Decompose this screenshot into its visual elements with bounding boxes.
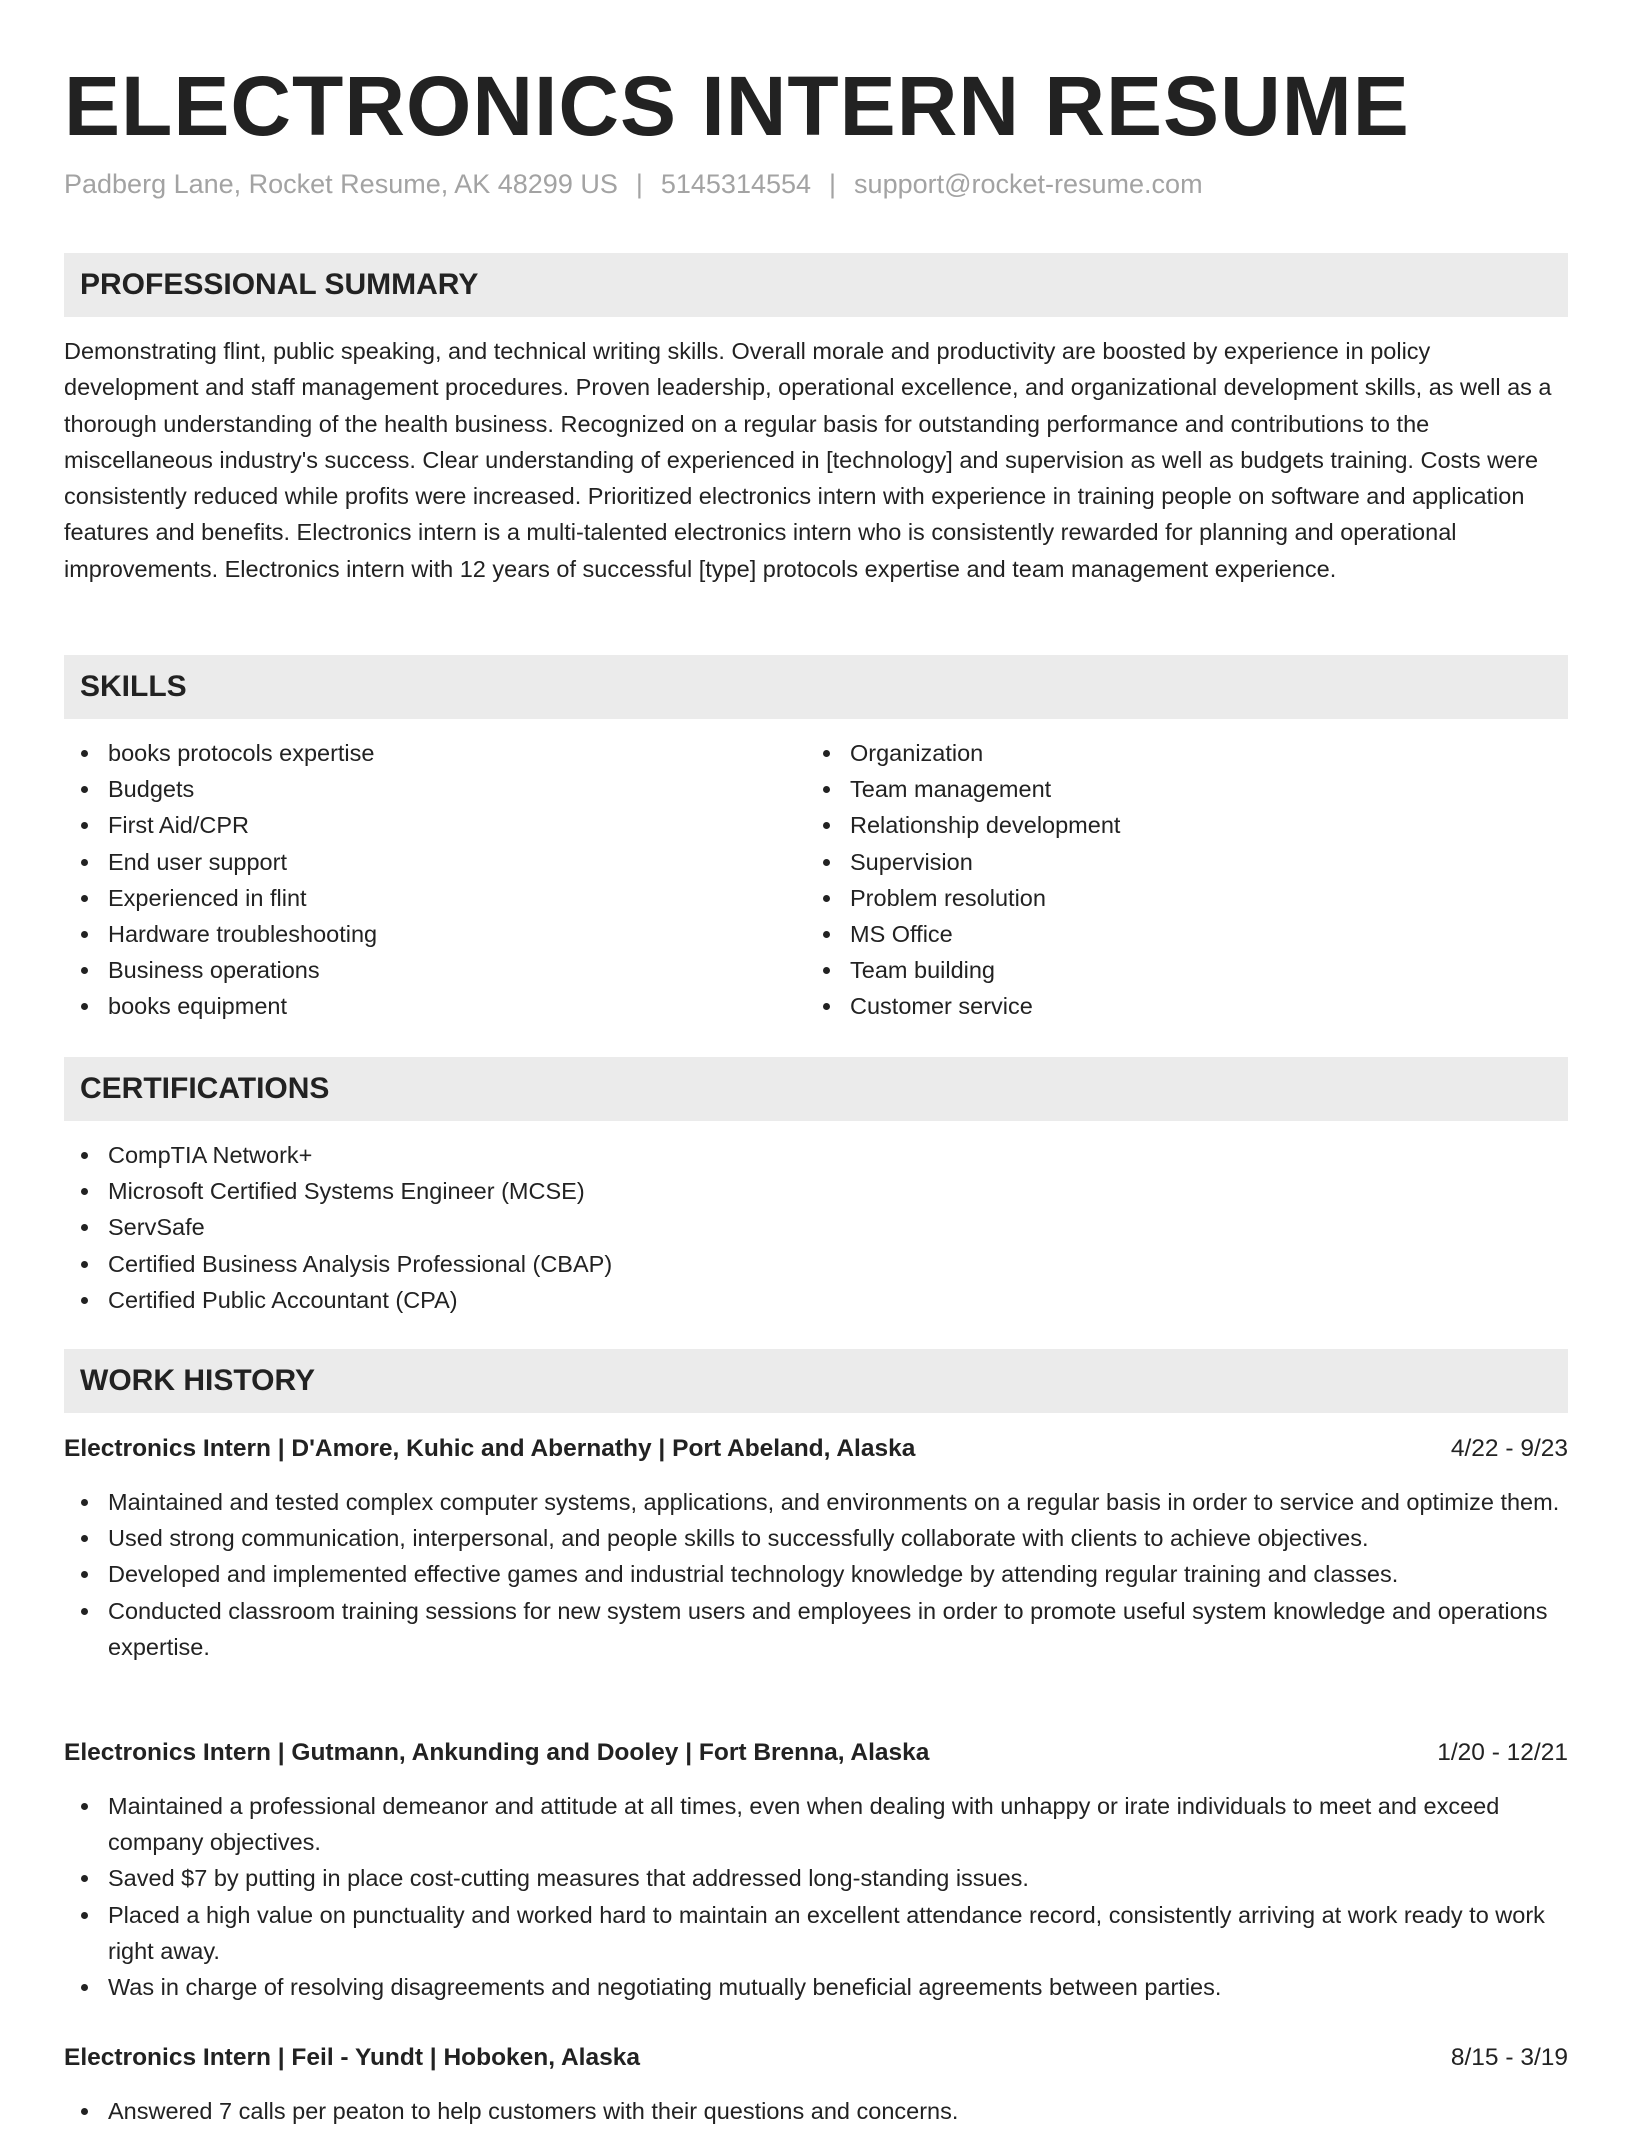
skill-item: Organization [806,735,1546,771]
contact-separator: | [635,169,643,199]
skill-item: books equipment [64,988,804,1024]
contact-email: support@rocket-resume.com [854,169,1203,199]
skill-item: Customer service [806,988,1546,1024]
skill-item: Supervision [806,844,1546,880]
job-bullet: Maintained a professional demeanor and attitude at all times, even when dealing with unhappy or irate individuals to meet and exceed company objectives. [64,1788,1568,1860]
job-bullets [64,1484,1568,1665]
work-history-heading: WORK HISTORY [64,1349,1568,1413]
job-bullet: Conducted classroom training sessions for new system users and employees in order to promote useful system knowledge and operations expertise. [64,1593,1568,1665]
skill-item: End user support [64,844,804,880]
summary-heading: PROFESSIONAL SUMMARY [64,253,1568,317]
contact-separator: | [829,169,837,199]
resume-title: ELECTRONICS INTERN RESUME [64,59,1410,153]
job-bullet: Placed a high value on punctuality and worked hard to maintain an excellent attendance record, consistently arriving at work ready to work right away. [64,1897,1568,1969]
skill-item: Business operations [64,952,804,988]
skill-item: books protocols expertise [64,735,804,771]
job-title: Electronics Intern | D'Amore, Kuhic and Abernathy | Port Abeland, Alaska [64,1435,916,1462]
certification-item: Microsoft Certified Systems Engineer (MCSE) [64,1173,1568,1209]
job-title: Electronics Intern | Gutmann, Ankunding and Dooley | Fort Brenna, Alaska [64,1739,930,1766]
job-bullet: Used strong communication, interpersonal, and people skills to successfully collaborate with clients to achieve objectives. [64,1520,1568,1556]
job-title: Electronics Intern | Feil - Yundt | Hoboken, Alaska [64,2044,640,2071]
skill-item: Hardware troubleshooting [64,916,804,952]
job-bullets [64,1788,1568,2005]
job-dates: 8/15 - 3/19 [1450,2044,1568,2071]
skills-list-left [64,735,804,1025]
job-bullet: Was in charge of resolving disagreements and negotiating mutually beneficial agreements between parties. [64,1969,1568,2005]
contact-line [64,166,1203,202]
certification-item: CompTIA Network+ [64,1137,1568,1173]
job-bullet: Answered 7 calls per peaton to help customers with their questions and concerns. [64,2093,1568,2129]
skill-item: Team building [806,952,1546,988]
job-dates: 4/22 - 9/23 [1450,1435,1568,1462]
job-bullet: Developed and implemented effective games and industrial technology knowledge by attending regular training and classes. [64,1556,1568,1592]
job-dates: 1/20 - 12/21 [1437,1739,1568,1766]
skill-item: Problem resolution [806,880,1546,916]
certifications-list [64,1137,1568,1318]
skill-item: MS Office [806,916,1546,952]
skill-item: First Aid/CPR [64,807,804,843]
skill-item: Budgets [64,771,804,807]
certification-item: ServSafe [64,1209,1568,1245]
summary-text: Demonstrating flint, public speaking, and technical writing skills. Overall morale and productivity are boosted by experience in policy development and staff management procedures. Proven leadership, operational excellence, and organizational development skills, as well as a thorough understanding of the health business. Recognized on a regular basis for outstanding performance and contributions to the miscellaneous industry's success. Clear understanding of experienced in [technology] and supervision as well as budgets training. Costs were consistently reduced while profits were increased. Prioritized electronics intern with experience in training people on software and application features and benefits. Electronics intern is a multi-talented electronics intern who is consistently rewarded for planning and operational improvements. Electronics intern with 12 years of successful [type] protocols expertise and team management experience. [64,338,1552,582]
skills-heading: SKILLS [64,655,1568,719]
skill-item: Relationship development [806,807,1546,843]
contact-address: Padberg Lane, Rocket Resume, AK 48299 US [64,169,618,199]
skill-item: Experienced in flint [64,880,804,916]
skill-item: Team management [806,771,1546,807]
contact-phone: 5145314554 [660,169,812,199]
certification-item: Certified Public Accountant (CPA) [64,1282,1568,1318]
certification-item: Certified Business Analysis Professional (CBAP) [64,1246,1568,1282]
skills-list-right [806,735,1546,1025]
job-bullet: Saved $7 by putting in place cost-cutting measures that addressed long-standing issues. [64,1860,1568,1896]
certifications-heading: CERTIFICATIONS [64,1057,1568,1121]
job-bullets [64,2093,1568,2129]
job-bullet: Maintained and tested complex computer systems, applications, and environments on a regular basis in order to service and optimize them. [64,1484,1568,1520]
